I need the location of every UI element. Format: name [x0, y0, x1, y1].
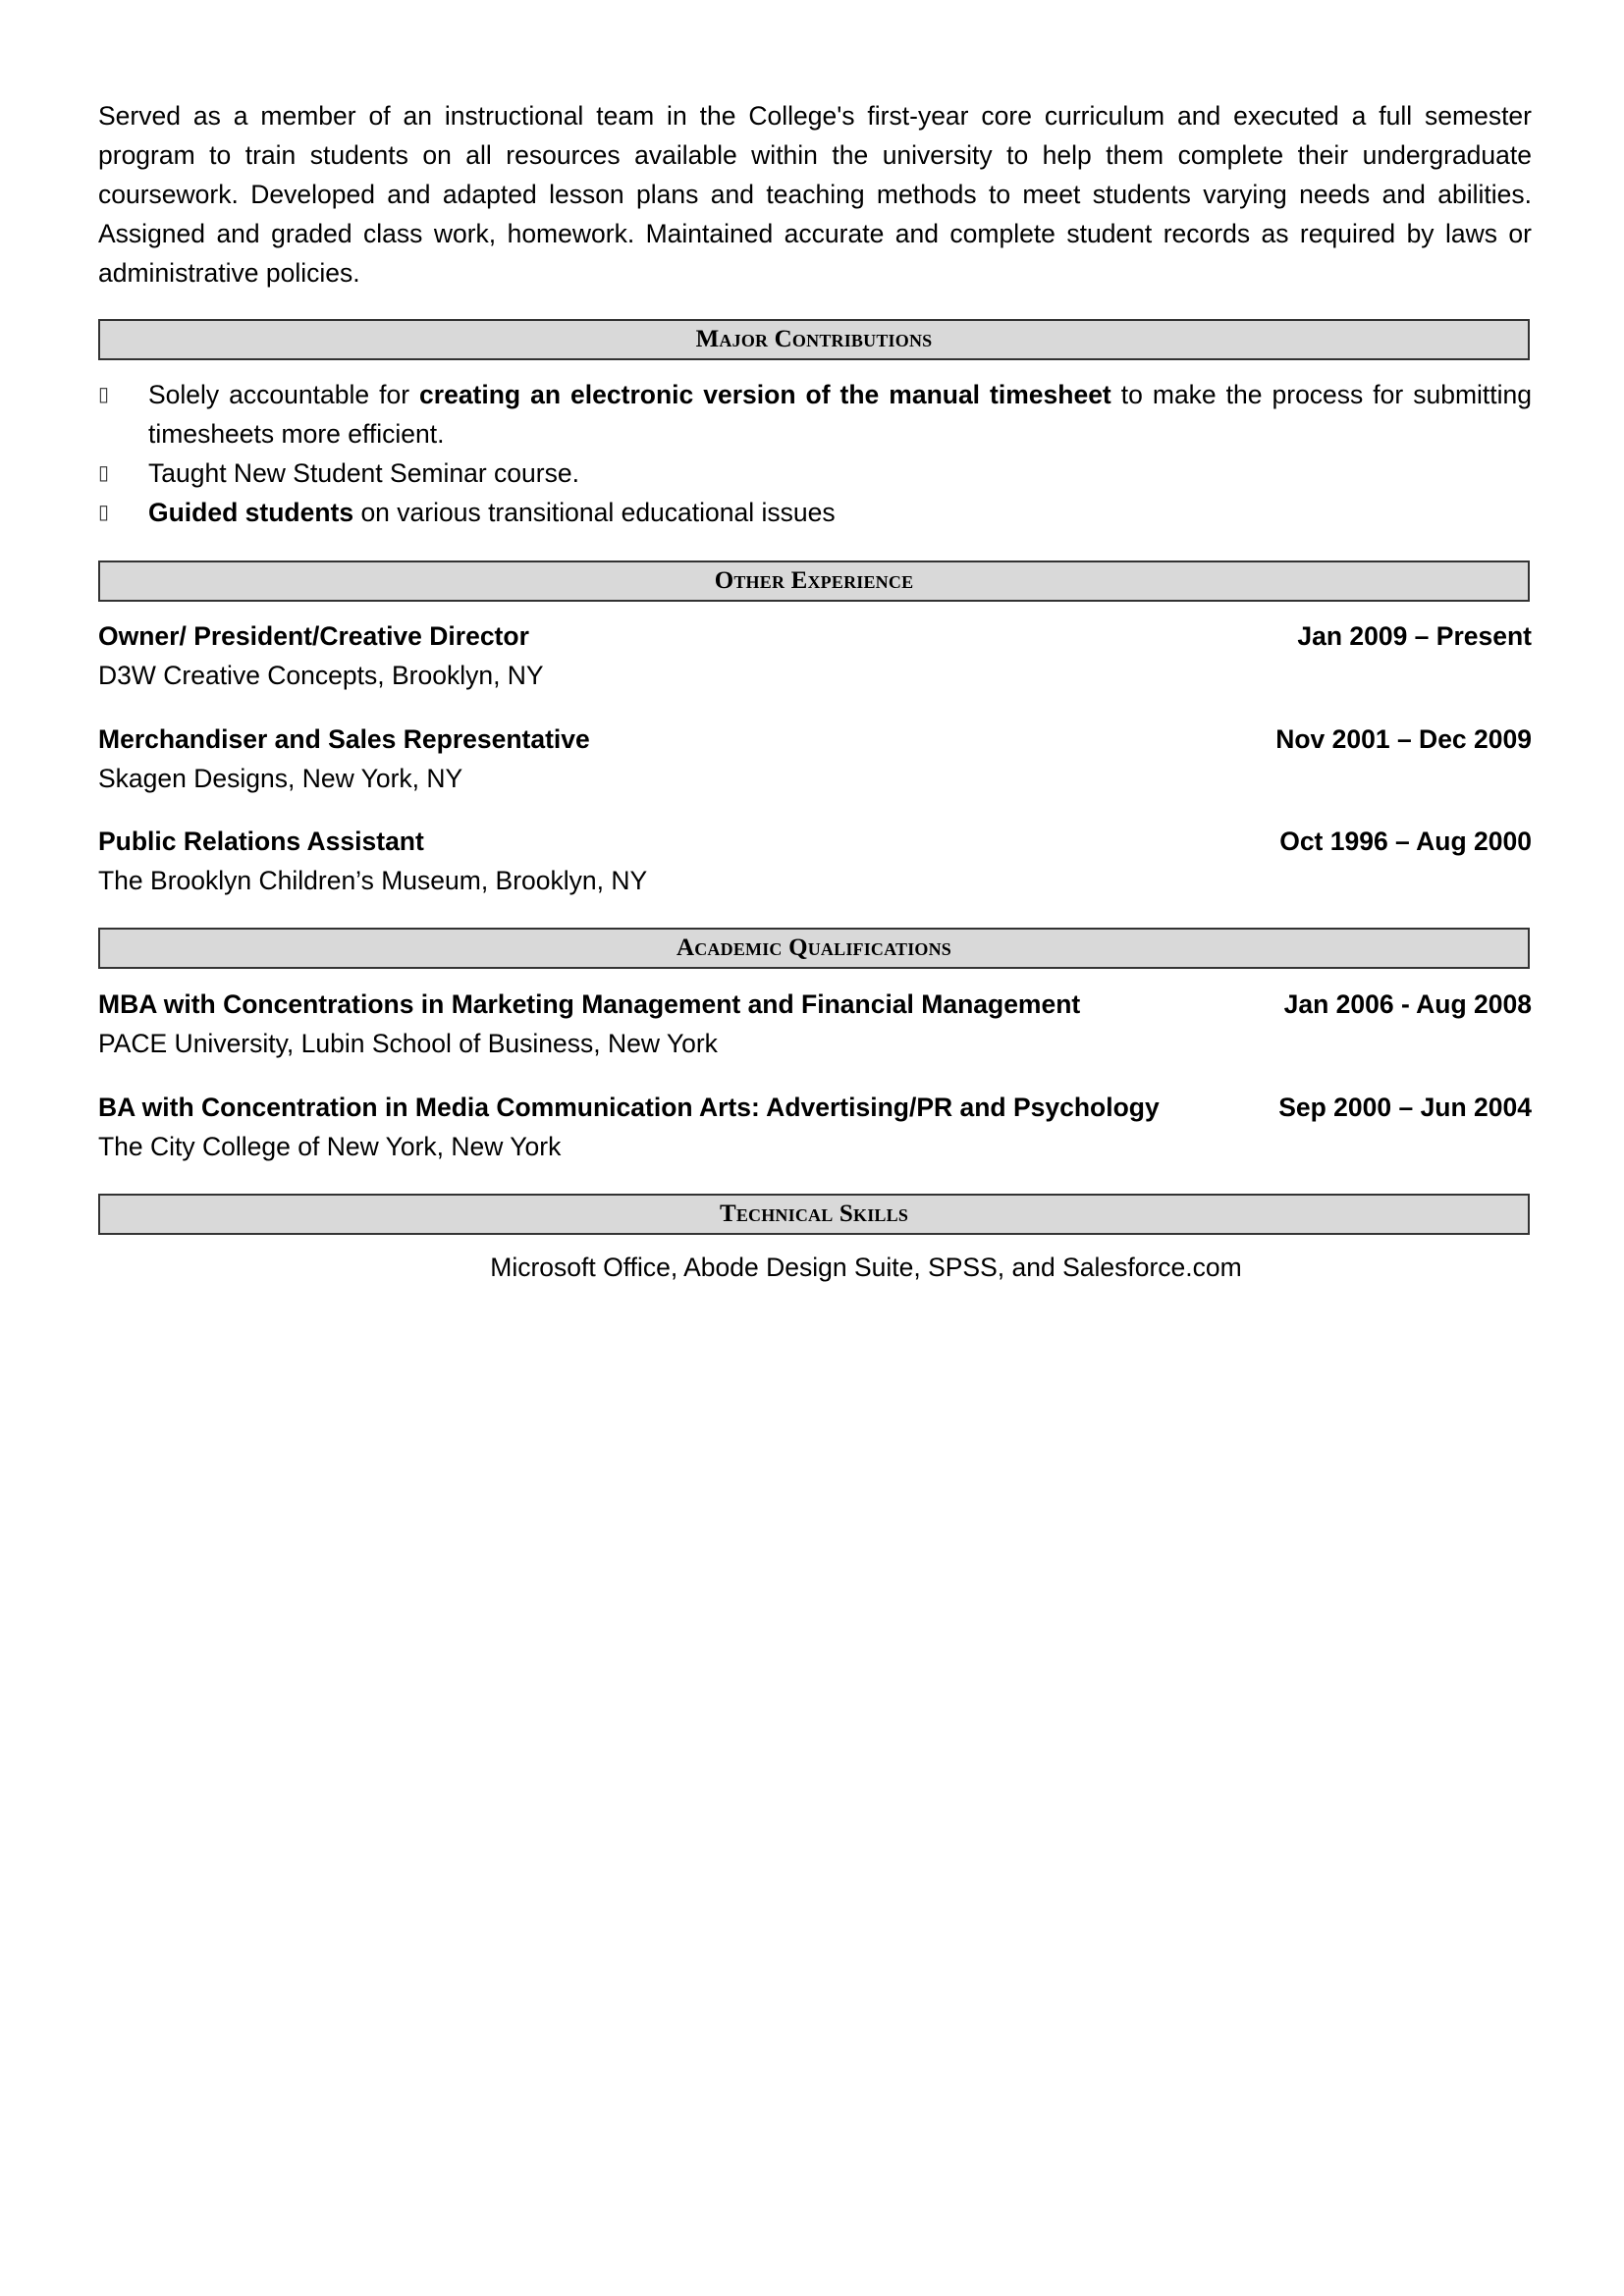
- experience-entry: [98, 720, 1532, 798]
- job-dates: Oct 1996 – Aug 2000: [1279, 827, 1532, 856]
- square-bullet-icon: ▯: [98, 384, 110, 405]
- degree-title: MBA with Concentrations in Marketing Management and Financial Management: [98, 989, 1081, 1019]
- job-dates: Jan 2009 – Present: [1297, 621, 1532, 651]
- list-item: [98, 493, 1532, 532]
- section-header-academic-qualifications: Academic Qualifications: [98, 928, 1530, 969]
- job-title: Merchandiser and Sales Representative: [98, 724, 590, 754]
- job-organization: D3W Creative Concepts, Brooklyn, NY: [98, 661, 544, 690]
- bullet-text: Solely accountable for: [148, 380, 420, 409]
- skills-list: Microsoft Office, Abode Design Suite, SPSS, and Salesforce.com: [490, 1253, 1242, 1282]
- experience-entry: [98, 822, 1532, 900]
- job-organization: The Brooklyn Children’s Museum, Brooklyn, NY: [98, 866, 648, 895]
- job-organization: Skagen Designs, New York, NY: [98, 764, 463, 793]
- section-header-major-contributions: Major Contributions: [98, 319, 1530, 360]
- experience-entry: [98, 616, 1532, 695]
- bullet-text: on various transitional educational issues: [353, 498, 836, 527]
- section-header-other-experience: Other Experience: [98, 561, 1530, 602]
- degree-title: BA with Concentration in Media Communication Arts: Advertising/PR and Psychology: [98, 1093, 1160, 1122]
- summary-paragraph: Served as a member of an instructional team in the College's first-year core curriculum and executed a full semester program to train students on all resources available within the university to help them complete their undergraduate coursework. Developed and adapted lesson plans and teaching methods to meet students varying needs and abilities. Assigned and graded class work, homework. Maintained accurate and complete student records as required by laws or administrative policies.: [98, 101, 1532, 288]
- education-entry: [98, 985, 1532, 1063]
- bullet-text: to make the process for submitting timesheets more efficient.: [148, 380, 1533, 449]
- section-header-technical-skills: Technical Skills: [98, 1194, 1530, 1235]
- list-item: [98, 454, 1532, 493]
- job-dates: Nov 2001 – Dec 2009: [1275, 724, 1532, 754]
- bullet-bold-text: Guided students: [148, 498, 354, 527]
- square-bullet-icon: ▯: [98, 502, 110, 523]
- bullet-bold-text: creating an electronic version of the manual timesheet: [419, 380, 1111, 409]
- degree-dates: Sep 2000 – Jun 2004: [1278, 1093, 1532, 1122]
- job-title: Public Relations Assistant: [98, 827, 424, 856]
- education-entry: [98, 1088, 1532, 1166]
- degree-dates: Jan 2006 - Aug 2008: [1283, 989, 1532, 1019]
- job-title: Owner/ President/Creative Director: [98, 621, 529, 651]
- school-name: PACE University, Lubin School of Business, New York: [98, 1029, 718, 1058]
- bullet-text: Taught New Student Seminar course.: [148, 458, 579, 488]
- list-item: [98, 375, 1532, 454]
- school-name: The City College of New York, New York: [98, 1132, 562, 1161]
- square-bullet-icon: ▯: [98, 462, 110, 484]
